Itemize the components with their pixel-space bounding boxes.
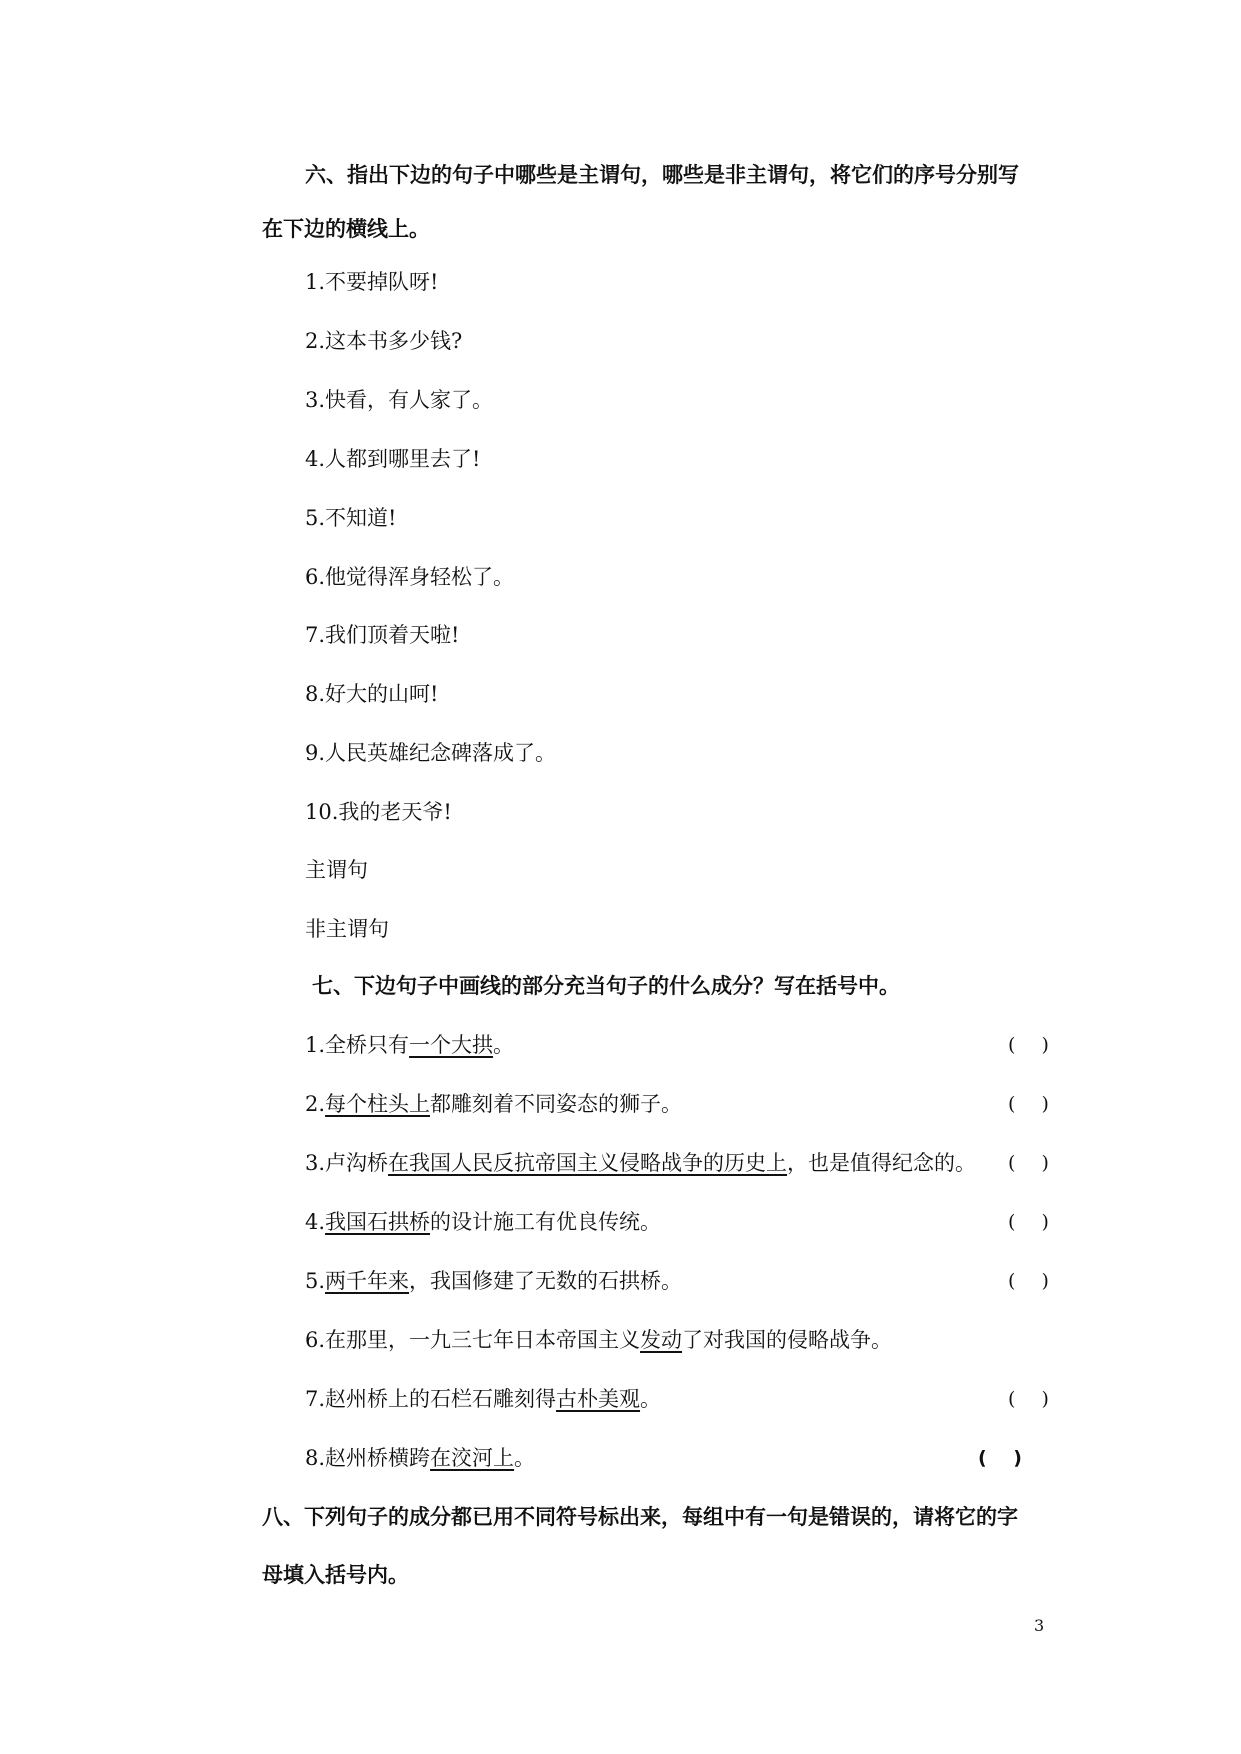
section6-heading-line2: 在下边的横线上。: [262, 217, 430, 241]
answer-paren-4: ( ): [1008, 1211, 1059, 1233]
underlined-part: 古朴美观: [556, 1387, 641, 1411]
answer-paren-5: ( ): [1008, 1270, 1059, 1292]
section6-item-1: 1.不要掉队呀!: [305, 270, 439, 294]
underlined-part: 一个大拱: [409, 1033, 494, 1057]
section8-heading-line2: 母填入括号内。: [262, 1563, 409, 1587]
section7-item-3: 3.卢沟桥在我国人民反抗帝国主义侵略战争的历史上，也是值得纪念的。: [305, 1151, 977, 1175]
section6-item-9: 9.人民英雄纪念碑落成了。: [305, 741, 557, 765]
section6-item-2: 2.这本书多少钱?: [305, 329, 463, 353]
section7-item-8: 8.赵州桥横跨在洨河上。: [305, 1446, 536, 1470]
underlined-part: 每个柱头上: [325, 1092, 431, 1116]
section7-heading: 七、下边句子中画线的部分充当句子的什么成分？写在括号中。: [312, 974, 900, 998]
underlined-part: 在洨河上: [430, 1446, 515, 1470]
page-number: 3: [1034, 1616, 1045, 1635]
section7-item-1: 1.全桥只有一个大拱。: [305, 1033, 515, 1057]
section6-item-6: 6.他觉得浑身轻松了。: [305, 565, 515, 589]
answer-paren-7: ( ): [1008, 1388, 1059, 1410]
answer-paren-1: ( ): [1008, 1034, 1059, 1056]
section6-item-10: 10.我的老天爷!: [305, 800, 452, 824]
answer-paren-8: ( ): [978, 1447, 1032, 1469]
section7-item-4: 4.我国石拱桥的设计施工有优良传统。: [305, 1210, 662, 1234]
underlined-part: 我国石拱桥: [325, 1210, 431, 1234]
subject-predicate-label: 主谓句: [305, 858, 368, 882]
answer-paren-3: ( ): [1008, 1152, 1059, 1174]
section6-item-4: 4.人都到哪里去了!: [305, 447, 481, 471]
answer-paren-2: ( ): [1008, 1093, 1059, 1115]
section6-item-3: 3.快看，有人家了。: [305, 388, 494, 412]
section7-item-7: 7.赵州桥上的石栏石雕刻得古朴美观。: [305, 1387, 662, 1411]
section6-item-8: 8.好大的山呵!: [305, 682, 439, 706]
section8-heading-line1: 八、下列句子的成分都已用不同符号标出来，每组中有一句是错误的，请将它的字: [262, 1505, 1018, 1529]
section7-item-5: 5.两千年来，我国修建了无数的石拱桥。: [305, 1269, 683, 1293]
section6-heading-line1: 六、指出下边的句子中哪些是主谓句，哪些是非主谓句，将它们的序号分别写: [305, 163, 1019, 187]
section6-item-5: 5.不知道!: [305, 506, 397, 530]
underlined-part: 发动: [640, 1328, 683, 1352]
section7-item-2: 2.每个柱头上都雕刻着不同姿态的狮子。: [305, 1092, 683, 1116]
section7-item-6: 6.在那里，一九三七年日本帝国主义发动了对我国的侵略战争。: [305, 1328, 893, 1352]
non-subject-predicate-label: 非主谓句: [305, 917, 389, 941]
section6-item-7: 7.我们顶着天啦!: [305, 623, 460, 647]
underlined-part: 两千年来: [325, 1269, 410, 1293]
underlined-part: 在我国人民反抗帝国主义侵略战争的历史上: [388, 1151, 788, 1175]
